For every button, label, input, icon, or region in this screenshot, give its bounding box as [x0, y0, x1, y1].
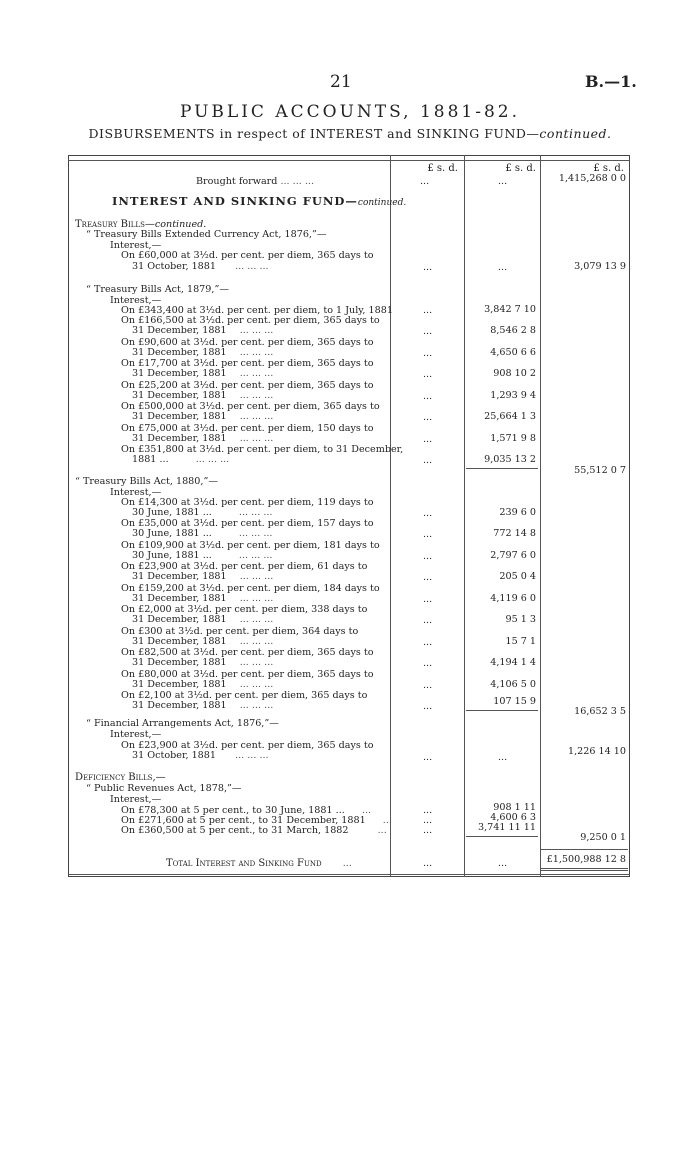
list-item-c1: ...: [423, 680, 433, 691]
list-item: On £351,800 at 3½d. per cent. per diem, to 31 December,: [121, 444, 404, 455]
list-item: On £82,500 at 3½d. per cent. per diem, 365 days to: [121, 647, 374, 658]
list-item-line2: 31 December, 1881 ... ... ...: [132, 325, 274, 336]
list-item-line2: 1881 ... ... ... ...: [132, 454, 230, 465]
grand-total-c1: ...: [423, 858, 433, 869]
column-header-3: £ s. d.: [593, 163, 624, 174]
list-item: On £300 at 3½d. per cent. per diem, 364 days to: [121, 626, 359, 637]
list-item-amount: 772 14 8: [493, 528, 536, 539]
list-item-line2: 31 December, 1881 ... ... ...: [132, 657, 274, 668]
subtotal-rule: [466, 836, 538, 837]
deficiency-bills-heading: Deficiency Bills,—: [75, 772, 166, 783]
grand-total-c2: ...: [498, 858, 508, 869]
double-rule: [540, 870, 628, 871]
brought-forward-label: Brought forward ... ... ...: [196, 176, 314, 187]
act-1876-c1: ...: [423, 262, 433, 273]
act-financial-c1: ...: [423, 752, 433, 763]
section-heading: INTEREST AND SINKING FUND—continued.: [112, 194, 407, 208]
list-item: On £271,600 at 5 per cent., to 31 December, 1881 ...: [121, 815, 392, 826]
list-item-amount: 4,600 6 3: [490, 812, 536, 823]
footer-rule: [68, 874, 630, 875]
list-item-amount: 3,842 7 10: [484, 304, 536, 315]
list-item-amount: 2,797 6 0: [490, 550, 536, 561]
act-1880-title: “ Treasury Bills Act, 1880,”—: [75, 476, 218, 487]
page-title: PUBLIC ACCOUNTS, 1881-82.: [179, 102, 521, 122]
brought-forward-c1: ...: [420, 176, 430, 187]
list-item-c1: ...: [423, 805, 433, 816]
list-item-c1: ...: [423, 455, 433, 466]
list-item-line2: 31 December, 1881 ... ... ...: [132, 614, 274, 625]
list-item: On £166,500 at 3½d. per cent. per diem, 365 days to: [121, 315, 380, 326]
list-item-amount: 1,293 9 4: [490, 390, 536, 401]
list-item: On £109,900 at 3½d. per cent. per diem, 181 days to: [121, 540, 380, 551]
list-item-line2: 31 December, 1881 ... ... ...: [132, 433, 274, 444]
total-rule: [540, 849, 628, 850]
list-item-line2: 31 December, 1881 ... ... ...: [132, 368, 274, 379]
list-item-line2: 30 June, 1881 ... ... ... ...: [132, 550, 273, 561]
deficiency-total: 9,250 0 1: [580, 832, 626, 843]
list-item: On £23,900 at 3½d. per cent. per diem, 61 days to: [121, 561, 368, 572]
subtotal-rule: [466, 710, 538, 711]
list-item-amount: 107 15 9: [493, 696, 536, 707]
act-1876-line2: 31 October, 1881 ... ... ...: [132, 261, 269, 272]
act-1876-c2: ...: [498, 262, 508, 273]
list-item-amount: 15 7 1: [505, 636, 536, 647]
grand-total-label: Total Interest and Sinking Fund ...: [166, 858, 352, 869]
act-financial-line2: 31 October, 1881 ... ... ...: [132, 750, 269, 761]
document-reference: B.—1.: [585, 72, 637, 91]
list-item-amount: 9,035 13 2: [484, 454, 536, 465]
list-item-c1: ...: [423, 305, 433, 316]
list-item-amount: 4,194 1 4: [490, 657, 536, 668]
list-item-amount: 4,650 6 6: [490, 347, 536, 358]
act-financial-line1: On £23,900 at 3½d. per cent. per diem, 365 days to: [121, 740, 374, 751]
act-financial-c2: ...: [498, 752, 508, 763]
act-1876-title: “ Treasury Bills Extended Currency Act, 1876,”—: [86, 229, 327, 240]
page-subtitle: [0, 126, 700, 141]
header-rule: [68, 160, 630, 161]
subtotal-rule: [466, 468, 538, 469]
brought-forward-c2: ...: [498, 176, 508, 187]
act-financial-total: 1,226 14 10: [568, 746, 626, 757]
list-item-line2: 31 December, 1881 ... ... ...: [132, 679, 274, 690]
list-item-c1: ...: [423, 369, 433, 380]
grand-total-amount: £1,500,988 12 8: [546, 854, 626, 865]
list-item-amount: 205 0 4: [499, 571, 536, 582]
act-1876-total: 3,079 13 9: [574, 261, 626, 272]
list-item: On £25,200 at 3½d. per cent. per diem, 365 days to: [121, 380, 374, 391]
list-item-c1: ...: [423, 412, 433, 423]
list-item-amount: 3,741 11 11: [478, 822, 536, 833]
act-1876-interest: Interest,—: [110, 240, 162, 251]
list-item-c1: ...: [423, 658, 433, 669]
subtitle-continued: continued.: [539, 126, 612, 141]
deficiency-act-title: “ Public Revenues Act, 1878,”—: [86, 783, 242, 794]
brought-forward-total: 1,415,268 0 0: [558, 173, 626, 184]
list-item-c1: ...: [423, 434, 433, 445]
list-item-line2: 31 December, 1881 ... ... ...: [132, 700, 274, 711]
list-item: On £17,700 at 3½d. per cent. per diem, 365 days to: [121, 358, 374, 369]
list-item-line2: 31 December, 1881 ... ... ...: [132, 347, 274, 358]
list-item-c1: ...: [423, 572, 433, 583]
list-item-c1: ...: [423, 348, 433, 359]
list-item-line2: 31 December, 1881 ... ... ...: [132, 390, 274, 401]
list-item-c1: ...: [423, 326, 433, 337]
list-item-amount: 8,546 2 8: [490, 325, 536, 336]
list-item-amount: 95 1 3: [505, 614, 536, 625]
list-item: On £75,000 at 3½d. per cent. per diem, 150 days to: [121, 423, 374, 434]
list-item-c1: ...: [423, 391, 433, 402]
column-divider: [390, 155, 391, 877]
list-item-c1: ...: [423, 825, 433, 836]
list-item-amount: 4,119 6 0: [490, 593, 536, 604]
deficiency-interest: Interest,—: [110, 794, 162, 805]
list-item-c1: ...: [423, 615, 433, 626]
list-item: On £343,400 at 3½d. per cent. per diem, to 1 July, 1881: [121, 305, 393, 316]
act-1879-total: 55,512 0 7: [574, 465, 626, 476]
act-1876-line1: On £60,000 at 3½d. per cent. per diem, 365 days to: [121, 250, 374, 261]
page-number: 21: [330, 72, 352, 92]
list-item-line2: 30 June, 1881 ... ... ... ...: [132, 528, 273, 539]
list-item: On £90,600 at 3½d. per cent. per diem, 365 days to: [121, 337, 374, 348]
list-item-c1: ...: [423, 508, 433, 519]
list-item-line2: 31 December, 1881 ... ... ...: [132, 411, 274, 422]
act-1879-title: “ Treasury Bills Act, 1879,”—: [86, 284, 229, 295]
list-item-line2: 30 June, 1881 ... ... ... ...: [132, 507, 273, 518]
list-item-c1: ...: [423, 701, 433, 712]
list-item: On £500,000 at 3½d. per cent. per diem, 365 days to: [121, 401, 380, 412]
list-item: On £2,000 at 3½d. per cent. per diem, 338 days to: [121, 604, 368, 615]
list-item: On £80,000 at 3½d. per cent. per diem, 365 days to: [121, 669, 374, 680]
list-item-amount: 1,571 9 8: [490, 433, 536, 444]
list-item-c1: ...: [423, 594, 433, 605]
list-item-line2: 31 December, 1881 ... ... ...: [132, 636, 274, 647]
list-item: On £2,100 at 3½d. per cent. per diem, 365 days to: [121, 690, 368, 701]
list-item-amount: 239 6 0: [499, 507, 536, 518]
list-item-c1: ...: [423, 815, 433, 826]
list-item: On £159,200 at 3½d. per cent. per diem, 184 days to: [121, 583, 380, 594]
list-item-amount: 908 1 11: [493, 802, 536, 813]
list-item: On £78,300 at 5 per cent., to 30 June, 1881 ... ...: [121, 805, 372, 816]
act-1879-interest: Interest,—: [110, 295, 162, 306]
column-header-2: £ s. d.: [505, 163, 536, 174]
column-header-1: £ s. d.: [427, 163, 458, 174]
act-1880-interest: Interest,—: [110, 487, 162, 498]
list-item-line2: 31 December, 1881 ... ... ...: [132, 593, 274, 604]
list-item-amount: 908 10 2: [493, 368, 536, 379]
act-financial-title: “ Financial Arrangements Act, 1876,”—: [86, 718, 279, 729]
act-financial-interest: Interest,—: [110, 729, 162, 740]
list-item-c1: ...: [423, 529, 433, 540]
treasury-bills-heading: Treasury Bills—continued.: [75, 219, 207, 230]
list-item-line2: 31 December, 1881 ... ... ...: [132, 571, 274, 582]
list-item: On £360,500 at 5 per cent., to 31 March, 1882 ...: [121, 825, 387, 836]
subtitle-main: DISBURSEMENTS in respect of INTEREST and SINKING FUND—: [88, 126, 540, 141]
list-item-c1: ...: [423, 637, 433, 648]
list-item: On £35,000 at 3½d. per cent. per diem, 157 days to: [121, 518, 374, 529]
list-item-amount: 25,664 1 3: [484, 411, 536, 422]
act-1880-total: 16,652 3 5: [574, 706, 626, 717]
list-item-c1: ...: [423, 551, 433, 562]
list-item: On £14,300 at 3½d. per cent. per diem, 119 days to: [121, 497, 374, 508]
double-rule: [540, 868, 628, 869]
list-item-amount: 4,106 5 0: [490, 679, 536, 690]
